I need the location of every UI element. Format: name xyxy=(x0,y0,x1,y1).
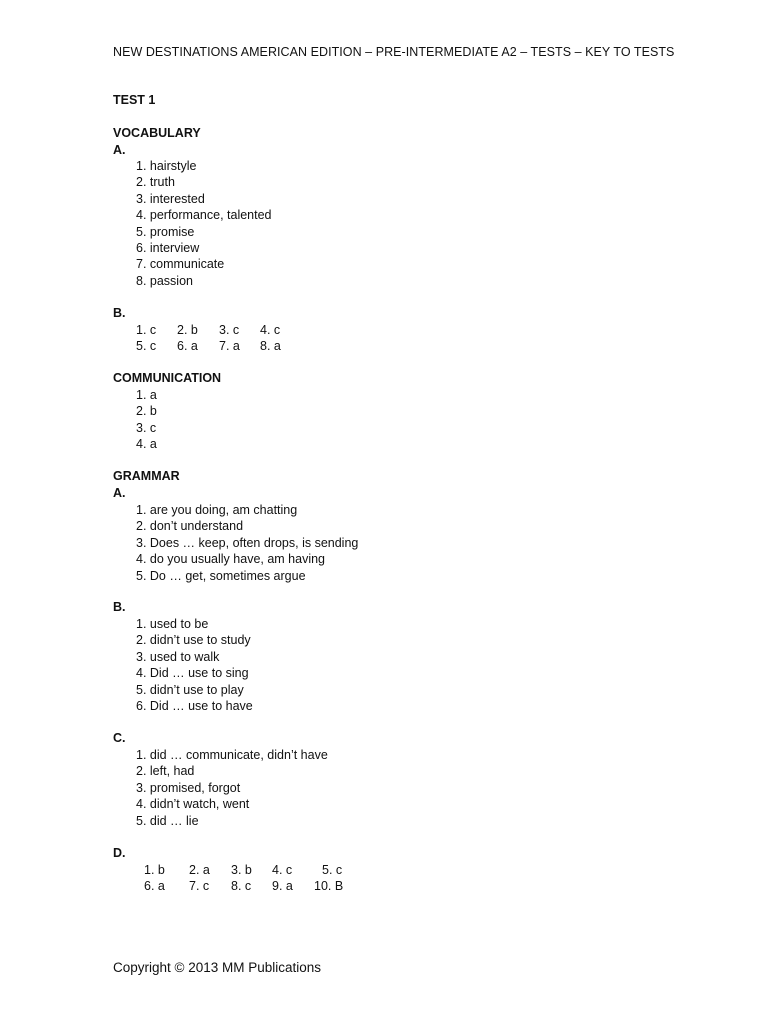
list-item: 7. communicate xyxy=(136,257,225,272)
answer-row xyxy=(136,338,281,354)
vocabulary-a-list xyxy=(136,158,272,289)
answer-cell: 8. c xyxy=(231,879,252,894)
communication-heading: COMMUNICATION xyxy=(113,371,222,385)
grammar-b-label: B. xyxy=(113,600,126,614)
vocabulary-b-grid xyxy=(136,322,281,355)
grammar-d-grid xyxy=(144,862,343,895)
answer-cell: 7. c xyxy=(189,879,210,894)
answer-row xyxy=(136,322,281,338)
communication-list xyxy=(136,387,157,453)
vocabulary-b-label: B. xyxy=(113,306,126,320)
list-item: 5. Do … get, sometimes argue xyxy=(136,568,306,583)
list-item: 3. Does … keep, often drops, is sending xyxy=(136,535,359,550)
list-item: 1. did … communicate, didn’t have xyxy=(136,748,328,762)
list-item: 3. promised, forgot xyxy=(136,780,241,795)
list-item: 4. do you usually have, am having xyxy=(136,552,326,567)
list-item: 2. don’t understand xyxy=(136,519,244,534)
list-item: 8. passion xyxy=(136,273,193,288)
list-item: 6. Did … use to have xyxy=(136,698,253,713)
list-item: 5. did … lie xyxy=(136,813,199,828)
page-header: NEW DESTINATIONS AMERICAN EDITION – PRE-INTERMEDIATE A2 – TESTS – KEY TO TESTS xyxy=(113,45,675,59)
vocabulary-a-label: A. xyxy=(113,143,126,157)
list-item: 2. left, had xyxy=(136,764,195,779)
answer-cell: 9. a xyxy=(272,879,293,894)
list-item: 2. b xyxy=(136,404,157,419)
answer-cell: 2. b xyxy=(177,323,198,337)
answer-cell: 2. a xyxy=(189,863,210,877)
answer-cell: 6. a xyxy=(144,879,165,894)
grammar-heading: GRAMMAR xyxy=(113,469,180,483)
grammar-c-list xyxy=(136,747,328,829)
list-item: 6. interview xyxy=(136,240,200,255)
grammar-d-label: D. xyxy=(113,846,126,860)
answer-row xyxy=(144,878,343,894)
answer-row xyxy=(144,862,343,878)
vocabulary-heading: VOCABULARY xyxy=(113,126,201,140)
list-item: 3. interested xyxy=(136,191,205,206)
answer-cell: 3. c xyxy=(219,323,240,337)
answer-cell: 5. c xyxy=(136,339,157,354)
list-item: 5. didn’t use to play xyxy=(136,682,244,697)
list-item: 1. hairstyle xyxy=(136,159,197,173)
answer-cell: 4. c xyxy=(272,863,293,877)
answer-cell: 10. B xyxy=(314,879,344,894)
copyright-footer: Copyright © 2013 MM Publications xyxy=(113,960,322,975)
answer-cell: 6. a xyxy=(177,339,198,354)
grammar-c-label: C. xyxy=(113,731,126,745)
list-item: 3. c xyxy=(136,420,157,435)
list-item: 4. a xyxy=(136,437,157,452)
grammar-a-label: A. xyxy=(113,486,126,500)
answer-cell: 1. b xyxy=(144,863,165,877)
grammar-b-list xyxy=(136,616,253,714)
list-item: 2. truth xyxy=(136,175,175,190)
answer-cell: 8. a xyxy=(260,339,281,354)
answer-cell: 7. a xyxy=(219,339,240,354)
answer-cell: 4. c xyxy=(260,323,281,337)
list-item: 3. used to walk xyxy=(136,649,220,664)
grammar-a-list xyxy=(136,502,358,584)
answer-cell: 5. c xyxy=(322,863,343,877)
answer-cell: 3. b xyxy=(231,863,252,877)
list-item: 1. a xyxy=(136,388,157,402)
list-item: 4. Did … use to sing xyxy=(136,666,249,681)
answer-cell: 1. c xyxy=(136,323,157,337)
list-item: 5. promise xyxy=(136,224,195,239)
list-item: 1. are you doing, am chatting xyxy=(136,503,298,517)
test-title: TEST 1 xyxy=(113,93,156,107)
list-item: 1. used to be xyxy=(136,617,209,631)
list-item: 4. didn’t watch, went xyxy=(136,797,250,812)
list-item: 2. didn’t use to study xyxy=(136,633,251,648)
list-item: 4. performance, talented xyxy=(136,208,272,223)
